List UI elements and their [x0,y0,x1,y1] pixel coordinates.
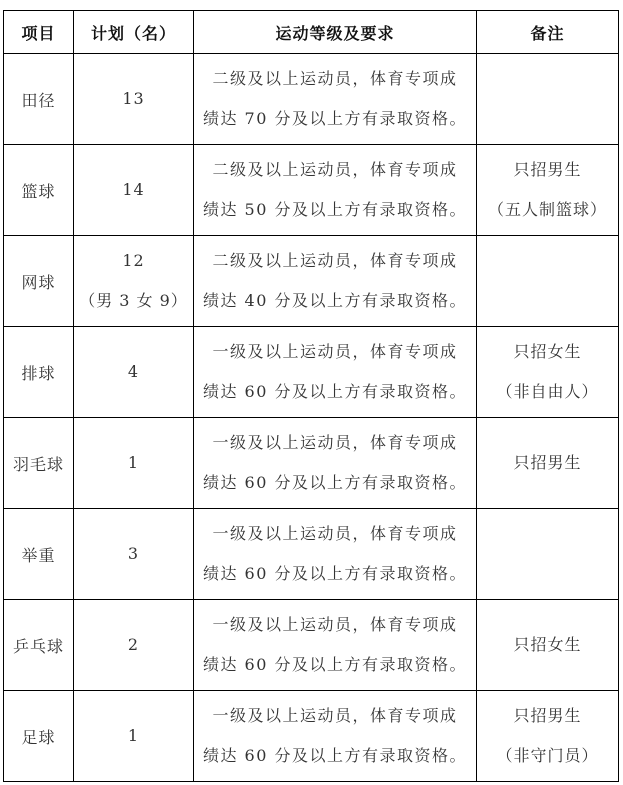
table-row [4,691,619,782]
table-header-row [4,11,619,54]
note-cell [477,145,619,236]
requirement-line: 绩达 70 分及以上方有录取资格。 [202,109,468,128]
requirement-cell [194,509,477,600]
table-row [4,54,619,145]
requirement-cell [194,327,477,418]
note-cell [477,236,619,327]
requirement-cell [194,418,477,509]
item-cell: 羽毛球 [4,418,74,509]
note-line: （非自由人） [496,382,599,401]
note-cell [477,54,619,145]
item-cell: 田径 [4,54,74,145]
note-cell [477,691,619,782]
plan-line: 1 [127,726,140,745]
table-body [4,54,619,782]
item-cell: 乒乓球 [4,600,74,691]
table-row [4,236,619,327]
plan-line: 1 [127,453,140,472]
plan-line: 13 [122,89,145,108]
requirement-line: 二级及以上运动员，体育专项成 [212,160,458,179]
item-cell: 网球 [4,236,74,327]
plan-line: 14 [122,180,145,199]
requirement-line: 绩达 60 分及以上方有录取资格。 [202,746,468,765]
requirement-line: 一级及以上运动员，体育专项成 [212,342,458,361]
table-row [4,327,619,418]
note-cell [477,327,619,418]
plan-cell [74,600,194,691]
requirement-line: 绩达 60 分及以上方有录取资格。 [202,473,468,492]
requirement-line: 绩达 60 分及以上方有录取资格。 [202,382,468,401]
plan-line: 3 [127,544,140,563]
note-line: 只招女生 [513,635,582,654]
requirement-line: 二级及以上运动员，体育专项成 [212,69,458,88]
note-line: 只招女生 [513,342,582,361]
table-row [4,418,619,509]
plan-cell [74,145,194,236]
plan-cell [74,236,194,327]
plan-cell [74,54,194,145]
requirement-line: 一级及以上运动员，体育专项成 [212,706,458,725]
requirement-line: 二级及以上运动员，体育专项成 [212,251,458,270]
note-cell [477,509,619,600]
table-row [4,145,619,236]
note-line: 只招男生 [513,706,582,725]
requirement-line: 绩达 60 分及以上方有录取资格。 [202,655,468,674]
requirement-cell [194,691,477,782]
requirement-cell [194,145,477,236]
plan-cell [74,691,194,782]
requirement-cell [194,600,477,691]
requirement-cell [194,54,477,145]
item-cell: 篮球 [4,145,74,236]
requirement-line: 绩达 40 分及以上方有录取资格。 [202,291,468,310]
requirement-line: 绩达 60 分及以上方有录取资格。 [202,564,468,583]
requirement-line: 绩达 50 分及以上方有录取资格。 [202,200,468,219]
header-note: 备注 [477,11,619,54]
plan-line: （男 3 女 9） [79,291,188,310]
table-row [4,600,619,691]
note-line: （五人制篮球） [487,200,607,219]
item-cell: 排球 [4,327,74,418]
note-cell [477,418,619,509]
header-plan: 计划（名） [74,11,194,54]
plan-cell [74,327,194,418]
requirement-line: 一级及以上运动员，体育专项成 [212,615,458,634]
plan-line: 2 [127,635,140,654]
requirement-line: 一级及以上运动员，体育专项成 [212,524,458,543]
item-cell: 举重 [4,509,74,600]
plan-cell [74,509,194,600]
requirement-cell [194,236,477,327]
plan-line: 4 [127,362,140,381]
note-cell [477,600,619,691]
header-item: 项目 [4,11,74,54]
note-line: （非守门员） [496,746,599,765]
table-row [4,509,619,600]
requirement-line: 一级及以上运动员，体育专项成 [212,433,458,452]
plan-cell [74,418,194,509]
note-line: 只招男生 [513,453,582,472]
plan-line: 12 [122,251,145,270]
header-requirement: 运动等级及要求 [194,11,477,54]
item-cell: 足球 [4,691,74,782]
admission-plan-table [3,10,619,782]
note-line: 只招男生 [513,160,582,179]
